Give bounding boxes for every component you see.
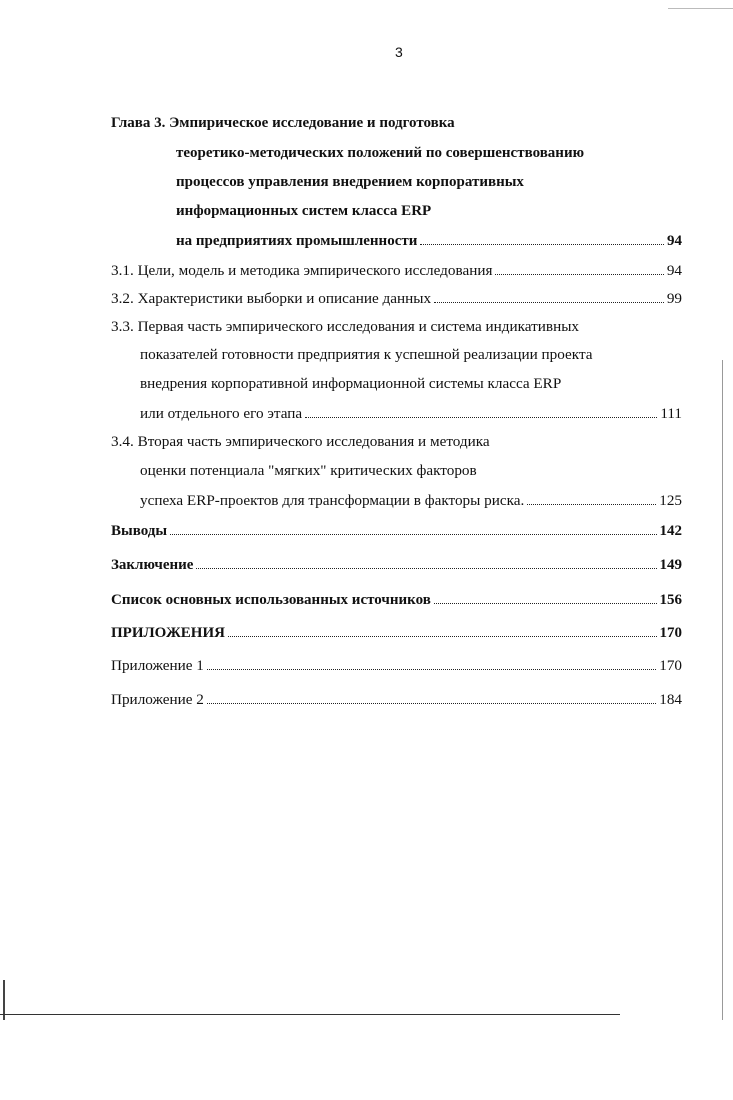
chapter3-line4: информационных систем класса ERP [176,203,432,219]
s3-3-line-2 [140,345,593,365]
appendix1-text: Приложение 1 [111,657,204,674]
leader-dots [434,288,664,303]
leader-dots [170,520,656,535]
s3-4-line-2 [140,461,477,481]
page-number: 3 [395,44,403,60]
leader-dots [434,589,657,604]
s3-4-line1: 3.4. Вторая часть эмпирического исследования и методика [111,433,490,450]
s3-4-page: 125 [659,492,682,509]
s3-4-line2: оценки потенциала "мягких" критических факторов [140,462,477,479]
toc-entry-3-3[interactable] [140,403,682,423]
s3-3-line3: внедрения корпоративной информационной системы класса ERP [140,375,562,392]
toc-entry-3-4[interactable] [140,490,682,510]
s3-3-line2: показателей готовности предприятия к успешной реализации проекта [140,346,593,363]
toc-entry-appendices[interactable] [111,622,682,642]
s3-2-page: 99 [666,290,682,307]
s3-3-line4: или отдельного его этапа [140,405,303,422]
toc-entry-sources[interactable] [111,589,682,609]
leader-dots [207,689,656,704]
appendix2-page: 184 [659,691,682,708]
toc-entry-chapter3[interactable] [176,230,682,250]
toc-entry-conclusions[interactable] [111,520,682,540]
leader-dots [305,403,657,418]
toc-entry-appendix-1[interactable] [111,655,682,675]
toc-entry-3-2[interactable] [111,288,682,308]
conclusions-page: 142 [659,523,682,539]
chapter3-line2: теоретико-методических положений по совершенствованию [176,145,585,161]
leader-dots [228,622,657,637]
conclusions-text: Выводы [111,523,168,539]
chapter3-title-line-1 [111,113,455,133]
s3-3-line-1 [111,317,579,337]
chapter3-line3: процессов управления внедрением корпоративных [176,174,524,190]
s3-1-page: 94 [666,262,682,279]
appendix1-page: 170 [659,657,682,674]
leader-dots [495,260,663,275]
toc-entry-final[interactable] [111,554,682,574]
chapter3-page: 94 [667,233,682,249]
toc-entry-3-1[interactable] [111,260,682,280]
chapter3-line5: на предприятиях промышленности [176,233,418,249]
leader-dots [196,554,656,569]
leader-dots [527,490,656,505]
chapter3-title-line-4 [176,201,431,221]
appendix2-text: Приложение 2 [111,691,204,708]
final-text: Заключение [111,557,194,573]
s3-3-line-3 [140,374,561,394]
s3-2-text: 3.2. Характеристики выборки и описание данных [111,290,432,307]
s3-3-line1: 3.3. Первая часть эмпирического исследования и система индикативных [111,318,579,335]
appendices-text: ПРИЛОЖЕНИЯ [111,625,225,641]
sources-page: 156 [659,592,682,608]
sources-text: Список основных использованных источников [111,592,431,608]
final-page: 149 [659,557,682,573]
leader-dots [420,230,664,245]
chapter3-title-line-3 [176,172,524,192]
s3-3-page: 111 [660,405,682,422]
s3-4-line3: успеха ERP-проектов для трансформации в факторы риска. [140,492,525,509]
leader-dots [207,655,656,670]
appendices-page: 170 [659,625,682,641]
s3-4-line-1 [111,432,490,452]
chapter3-title-line-2 [176,143,584,163]
chapter3-line1: Глава 3. Эмпирическое исследование и подготовка [111,115,455,131]
toc-entry-appendix-2[interactable] [111,689,682,709]
s3-1-text: 3.1. Цели, модель и методика эмпирического исследования [111,262,493,279]
